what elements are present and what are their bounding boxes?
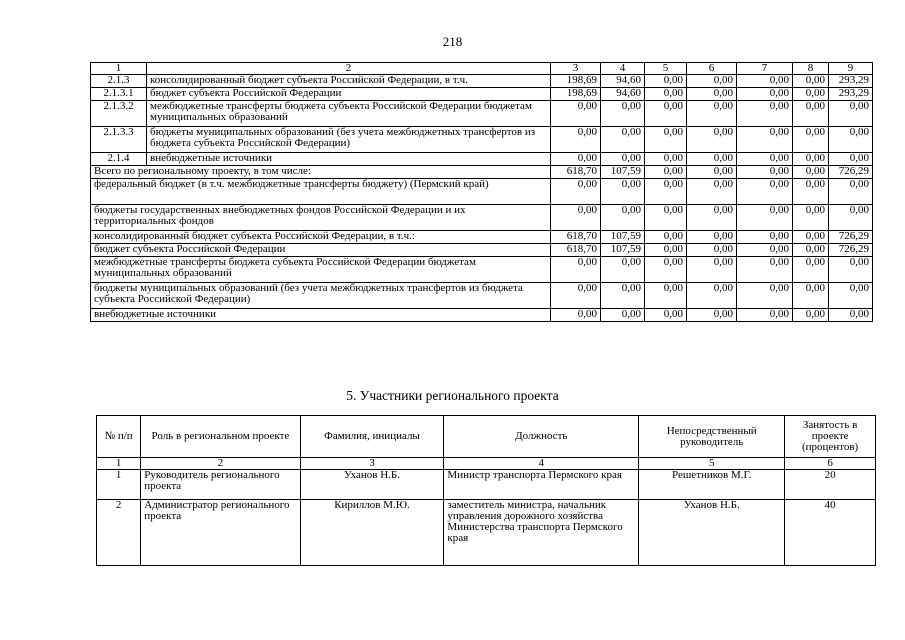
value-cell: 0,00 <box>793 257 829 283</box>
value-cell: 0,00 <box>645 88 687 101</box>
value-cell: 293,29 <box>829 75 873 88</box>
value-cell: 0,00 <box>829 179 873 205</box>
value-cell: 0,00 <box>551 257 601 283</box>
column-number: 3 <box>300 458 444 470</box>
value-cell: 0,00 <box>645 309 687 322</box>
column-number: 5 <box>639 458 785 470</box>
value-cell: 0,00 <box>687 153 737 166</box>
participant-load: 40 <box>785 500 876 566</box>
value-cell: 0,00 <box>793 101 829 127</box>
column-number: 5 <box>645 63 687 75</box>
value-cell: 0,00 <box>687 75 737 88</box>
value-cell: 0,00 <box>645 257 687 283</box>
value-cell: 0,00 <box>737 205 793 231</box>
value-cell: 0,00 <box>687 283 737 309</box>
value-cell: 0,00 <box>737 283 793 309</box>
participant-number: 2 <box>97 500 141 566</box>
participant-load: 20 <box>785 470 876 500</box>
table-row <box>91 153 873 166</box>
total-row-name: федеральный бюджет (в т.ч. межбюджетные трансферты бюджету) (Пермский край) <box>91 179 551 205</box>
value-cell: 0,00 <box>687 244 737 257</box>
value-cell: 0,00 <box>737 88 793 101</box>
table-row <box>91 101 873 127</box>
value-cell: 0,00 <box>829 257 873 283</box>
row-code: 2.1.4 <box>91 153 147 166</box>
column-number-row <box>97 458 876 470</box>
value-cell: 0,00 <box>793 88 829 101</box>
value-cell: 0,00 <box>793 231 829 244</box>
value-cell: 0,00 <box>645 101 687 127</box>
value-cell: 0,00 <box>645 75 687 88</box>
value-cell: 94,60 <box>601 75 645 88</box>
table-row <box>91 88 873 101</box>
value-cell: 0,00 <box>551 205 601 231</box>
value-cell: 198,69 <box>551 88 601 101</box>
table-row <box>91 75 873 88</box>
value-cell: 0,00 <box>645 244 687 257</box>
value-cell: 618,70 <box>551 231 601 244</box>
value-cell: 0,00 <box>551 283 601 309</box>
value-cell: 0,00 <box>601 257 645 283</box>
participant-role: Администратор регионального проекта <box>141 500 300 566</box>
value-cell: 0,00 <box>793 75 829 88</box>
value-cell: 107,59 <box>601 231 645 244</box>
column-number: 6 <box>785 458 876 470</box>
value-cell: 0,00 <box>737 179 793 205</box>
participant-position: Министр транспорта Пермского края <box>444 470 639 500</box>
value-cell: 726,29 <box>829 166 873 179</box>
value-cell: 0,00 <box>687 257 737 283</box>
value-cell: 0,00 <box>829 127 873 153</box>
value-cell: 293,29 <box>829 88 873 101</box>
value-cell: 0,00 <box>645 179 687 205</box>
row-code: 2.1.3 <box>91 75 147 88</box>
total-row-name: Всего по региональному проекту, в том числе: <box>91 166 551 179</box>
value-cell: 0,00 <box>829 309 873 322</box>
column-number: 6 <box>687 63 737 75</box>
column-header: Занятость в проекте (процентов) <box>785 416 876 458</box>
total-row-name: бюджеты муниципальных образований (без учета межбюджетных трансфертов из бюджета субъекта Российской Федерации) <box>91 283 551 309</box>
value-cell: 0,00 <box>687 179 737 205</box>
participant-role: Руководитель регионального проекта <box>141 470 300 500</box>
value-cell: 726,29 <box>829 244 873 257</box>
table-row <box>91 127 873 153</box>
value-cell: 0,00 <box>829 101 873 127</box>
value-cell: 0,00 <box>737 101 793 127</box>
value-cell: 0,00 <box>737 153 793 166</box>
column-number: 4 <box>601 63 645 75</box>
row-name: бюджет субъекта Российской Федерации <box>147 88 551 101</box>
row-code: 2.1.3.3 <box>91 127 147 153</box>
row-code: 2.1.3.1 <box>91 88 147 101</box>
value-cell: 0,00 <box>645 283 687 309</box>
value-cell: 0,00 <box>551 179 601 205</box>
section-title: 5. Участники регионального проекта <box>346 388 559 403</box>
value-cell: 0,00 <box>687 166 737 179</box>
value-cell: 107,59 <box>601 244 645 257</box>
value-cell: 618,70 <box>551 166 601 179</box>
column-number: 3 <box>551 63 601 75</box>
participant-number: 1 <box>97 470 141 500</box>
column-header: Фамилия, инициалы <box>300 416 444 458</box>
value-cell: 0,00 <box>551 309 601 322</box>
header-row <box>97 416 876 458</box>
value-cell: 0,00 <box>645 205 687 231</box>
value-cell: 0,00 <box>601 179 645 205</box>
total-row-name: консолидированный бюджет субъекта Российской Федерации, в т.ч.: <box>91 231 551 244</box>
total-row <box>91 166 873 179</box>
value-cell: 0,00 <box>601 283 645 309</box>
value-cell: 0,00 <box>687 231 737 244</box>
row-name: бюджеты муниципальных образований (без учета межбюджетных трансфертов из бюджета субъекта Российской Федерации) <box>147 127 551 153</box>
column-number: 7 <box>737 63 793 75</box>
value-cell: 0,00 <box>793 309 829 322</box>
value-cell: 0,00 <box>687 309 737 322</box>
column-number: 2 <box>147 63 551 75</box>
participant-manager: Уханов Н.Б. <box>639 500 785 566</box>
value-cell: 0,00 <box>737 257 793 283</box>
value-cell: 0,00 <box>551 127 601 153</box>
value-cell: 0,00 <box>551 101 601 127</box>
value-cell: 0,00 <box>829 283 873 309</box>
value-cell: 94,60 <box>601 88 645 101</box>
value-cell: 107,59 <box>601 166 645 179</box>
value-cell: 0,00 <box>793 153 829 166</box>
total-row <box>91 257 873 283</box>
value-cell: 0,00 <box>793 166 829 179</box>
value-cell: 0,00 <box>793 205 829 231</box>
value-cell: 0,00 <box>737 127 793 153</box>
column-number: 4 <box>444 458 639 470</box>
value-cell: 726,29 <box>829 231 873 244</box>
value-cell: 0,00 <box>687 88 737 101</box>
value-cell: 0,00 <box>601 205 645 231</box>
value-cell: 0,00 <box>737 75 793 88</box>
column-number: 9 <box>829 63 873 75</box>
total-row <box>91 179 873 205</box>
page-number: 218 <box>442 34 463 49</box>
participant-position: заместитель министра, начальник управления дорожного хозяйства Министерства транспорта Пермского края <box>444 500 639 566</box>
value-cell: 0,00 <box>551 153 601 166</box>
column-number: 2 <box>141 458 300 470</box>
value-cell: 618,70 <box>551 244 601 257</box>
value-cell: 0,00 <box>687 101 737 127</box>
value-cell: 0,00 <box>829 153 873 166</box>
row-code: 2.1.3.2 <box>91 101 147 127</box>
column-number: 1 <box>91 63 147 75</box>
finance-table <box>90 62 873 322</box>
row-name: консолидированный бюджет субъекта Российской Федерации, в т.ч. <box>147 75 551 88</box>
total-row <box>91 231 873 244</box>
value-cell: 0,00 <box>645 127 687 153</box>
value-cell: 0,00 <box>737 309 793 322</box>
value-cell: 0,00 <box>601 101 645 127</box>
column-header: Должность <box>444 416 639 458</box>
value-cell: 0,00 <box>737 166 793 179</box>
participant-name: Уханов Н.Б. <box>300 470 444 500</box>
column-number: 1 <box>97 458 141 470</box>
value-cell: 0,00 <box>601 127 645 153</box>
value-cell: 0,00 <box>645 231 687 244</box>
total-row <box>91 244 873 257</box>
value-cell: 0,00 <box>829 205 873 231</box>
value-cell: 0,00 <box>793 179 829 205</box>
column-number: 8 <box>793 63 829 75</box>
participant-row <box>97 500 876 566</box>
total-row-name: бюджет субъекта Российской Федерации <box>91 244 551 257</box>
value-cell: 0,00 <box>737 231 793 244</box>
participant-row <box>97 470 876 500</box>
total-row-name: межбюджетные трансферты бюджета субъекта Российской Федерации бюджетам муниципальных образований <box>91 257 551 283</box>
value-cell: 0,00 <box>687 205 737 231</box>
total-row <box>91 309 873 322</box>
value-cell: 0,00 <box>601 309 645 322</box>
participant-name: Кириллов М.Ю. <box>300 500 444 566</box>
value-cell: 0,00 <box>793 283 829 309</box>
value-cell: 0,00 <box>645 153 687 166</box>
value-cell: 0,00 <box>793 244 829 257</box>
column-header: Роль в региональном проекте <box>141 416 300 458</box>
column-header: № п/п <box>97 416 141 458</box>
participant-manager: Решетников М.Г. <box>639 470 785 500</box>
total-row-name: бюджеты государственных внебюджетных фондов Российской Федерации и их территориальных фондов <box>91 205 551 231</box>
value-cell: 0,00 <box>687 127 737 153</box>
total-row <box>91 205 873 231</box>
row-name: внебюджетные источники <box>147 153 551 166</box>
value-cell: 0,00 <box>645 166 687 179</box>
value-cell: 198,69 <box>551 75 601 88</box>
value-cell: 0,00 <box>737 244 793 257</box>
row-name: межбюджетные трансферты бюджета субъекта Российской Федерации бюджетам муниципальных образований <box>147 101 551 127</box>
total-row <box>91 283 873 309</box>
value-cell: 0,00 <box>793 127 829 153</box>
value-cell: 0,00 <box>601 153 645 166</box>
header-row <box>91 63 873 75</box>
total-row-name: внебюджетные источники <box>91 309 551 322</box>
column-header: Непосредственный руководитель <box>639 416 785 458</box>
participants-table <box>96 415 876 566</box>
